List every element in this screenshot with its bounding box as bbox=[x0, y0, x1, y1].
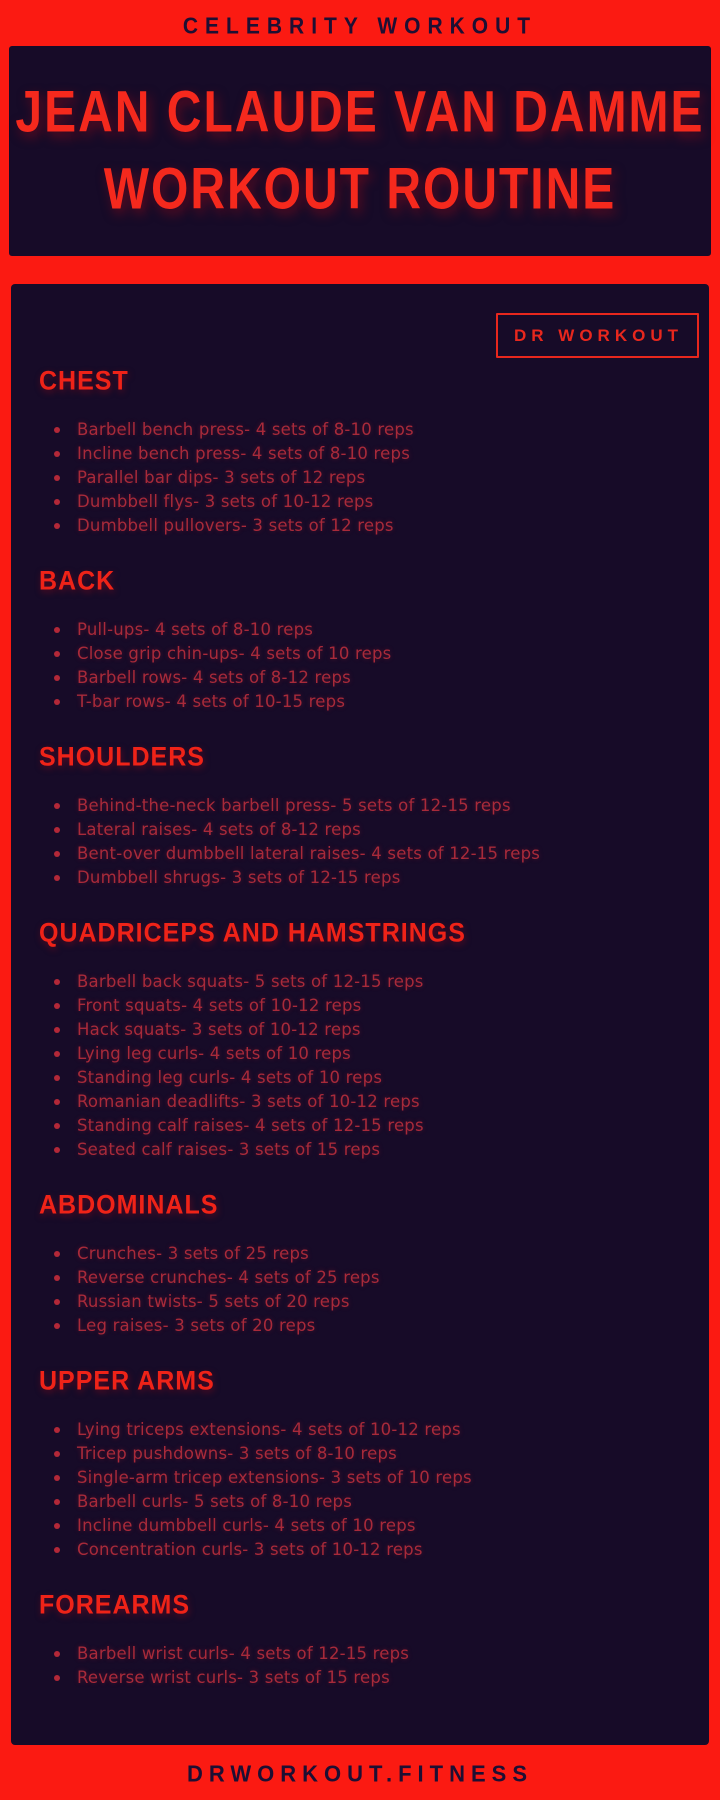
bullet-icon bbox=[54, 1547, 60, 1553]
exercise-text: Incline dumbbell curls- 4 sets of 10 reps bbox=[77, 1516, 416, 1535]
exercise-item bbox=[45, 1466, 699, 1490]
bullet-icon bbox=[54, 1027, 60, 1033]
exercise-item bbox=[45, 666, 699, 690]
exercise-text: Crunches- 3 sets of 25 reps bbox=[77, 1244, 309, 1263]
exercise-item bbox=[45, 1538, 699, 1562]
workout-section bbox=[39, 1366, 699, 1562]
exercise-list bbox=[45, 618, 699, 714]
exercise-item bbox=[45, 1514, 699, 1538]
section-heading: SHOULDERS bbox=[39, 741, 205, 773]
bullet-icon bbox=[54, 1003, 60, 1009]
exercise-text: Barbell rows- 4 sets of 8-12 reps bbox=[77, 668, 351, 687]
bullet-icon bbox=[54, 1051, 60, 1057]
exercise-item bbox=[45, 490, 699, 514]
exercise-text: Standing calf raises- 4 sets of 12-15 reps bbox=[77, 1116, 424, 1135]
exercise-item bbox=[45, 1418, 699, 1442]
exercise-item bbox=[45, 618, 699, 642]
exercise-item bbox=[45, 842, 699, 866]
exercise-text: Leg raises- 3 sets of 20 reps bbox=[77, 1316, 316, 1335]
exercise-text: Barbell curls- 5 sets of 8-10 reps bbox=[77, 1492, 353, 1511]
exercise-text: Seated calf raises- 3 sets of 15 reps bbox=[77, 1140, 381, 1159]
exercise-text: Barbell back squats- 5 sets of 12-15 reps bbox=[77, 972, 424, 991]
bullet-icon bbox=[54, 1475, 60, 1481]
exercise-item bbox=[45, 642, 699, 666]
exercise-text: Tricep pushdowns- 3 sets of 8-10 reps bbox=[77, 1444, 397, 1463]
exercise-text: Front squats- 4 sets of 10-12 reps bbox=[77, 996, 362, 1015]
exercise-list bbox=[45, 1642, 699, 1690]
exercise-text: Lying leg curls- 4 sets of 10 reps bbox=[77, 1044, 351, 1063]
workout-section bbox=[39, 918, 699, 1162]
badge-row bbox=[39, 313, 699, 358]
bullet-icon bbox=[54, 427, 60, 433]
bullet-icon bbox=[54, 979, 60, 985]
exercise-text: Barbell bench press- 4 sets of 8-10 reps bbox=[77, 420, 414, 439]
exercise-item bbox=[45, 970, 699, 994]
bullet-icon bbox=[54, 1251, 60, 1257]
section-heading: ABDOMINALS bbox=[39, 1189, 219, 1221]
workout-panel bbox=[11, 284, 709, 1745]
section-heading: FOREARMS bbox=[39, 1589, 191, 1621]
workout-section bbox=[39, 1590, 699, 1690]
bullet-icon bbox=[54, 1123, 60, 1129]
exercise-item bbox=[45, 1442, 699, 1466]
exercise-item bbox=[45, 994, 699, 1018]
bullet-icon bbox=[54, 1499, 60, 1505]
exercise-list bbox=[45, 970, 699, 1162]
bullet-icon bbox=[54, 651, 60, 657]
exercise-item bbox=[45, 1642, 699, 1666]
exercise-item bbox=[45, 1290, 699, 1314]
section-heading: CHEST bbox=[39, 365, 129, 397]
bullet-icon bbox=[54, 475, 60, 481]
exercise-text: Pull-ups- 4 sets of 8-10 reps bbox=[77, 620, 314, 639]
bullet-icon bbox=[54, 627, 60, 633]
exercise-text: Reverse crunches- 4 sets of 25 reps bbox=[77, 1268, 380, 1287]
exercise-text: Bent-over dumbbell lateral raises- 4 sets of 12-15 reps bbox=[77, 844, 541, 863]
bullet-icon bbox=[54, 1675, 60, 1681]
bullet-icon bbox=[54, 1323, 60, 1329]
bullet-icon bbox=[54, 1651, 60, 1657]
exercise-item bbox=[45, 1090, 699, 1114]
exercise-list bbox=[45, 418, 699, 538]
exercise-text: Parallel bar dips- 3 sets of 12 reps bbox=[77, 468, 366, 487]
title-box bbox=[9, 46, 711, 256]
exercise-text: Dumbbell flys- 3 sets of 10-12 reps bbox=[77, 492, 374, 511]
bullet-icon bbox=[54, 1275, 60, 1281]
exercise-item bbox=[45, 866, 699, 890]
exercise-item bbox=[45, 1666, 699, 1690]
exercise-text: Concentration curls- 3 sets of 10-12 reps bbox=[77, 1540, 423, 1559]
exercise-item bbox=[45, 794, 699, 818]
exercise-text: Incline bench press- 4 sets of 8-10 reps bbox=[77, 444, 410, 463]
exercise-text: Dumbbell shrugs- 3 sets of 12-15 reps bbox=[77, 868, 401, 887]
exercise-item bbox=[45, 690, 699, 714]
exercise-text: T-bar rows- 4 sets of 10-15 reps bbox=[77, 692, 346, 711]
page-title-line-1: JEAN CLAUDE VAN DAMME bbox=[15, 80, 705, 145]
exercise-text: Barbell wrist curls- 4 sets of 12-15 reps bbox=[77, 1644, 410, 1663]
bullet-icon bbox=[54, 1099, 60, 1105]
bullet-icon bbox=[54, 875, 60, 881]
bullet-icon bbox=[54, 827, 60, 833]
exercise-item bbox=[45, 1138, 699, 1162]
exercise-text: Single-arm tricep extensions- 3 sets of 10 reps bbox=[77, 1468, 472, 1487]
exercise-list bbox=[45, 794, 699, 890]
bullet-icon bbox=[54, 523, 60, 529]
bullet-icon bbox=[54, 1147, 60, 1153]
page-title-line-2: WORKOUT ROUTINE bbox=[103, 157, 617, 222]
exercise-text: Lateral raises- 4 sets of 8-12 reps bbox=[77, 820, 361, 839]
bullet-icon bbox=[54, 1075, 60, 1081]
exercise-text: Reverse wrist curls- 3 sets of 15 reps bbox=[77, 1668, 390, 1687]
exercise-item bbox=[45, 1490, 699, 1514]
sections-container bbox=[39, 366, 699, 1690]
bullet-icon bbox=[54, 699, 60, 705]
exercise-item bbox=[45, 1242, 699, 1266]
bullet-icon bbox=[54, 499, 60, 505]
bullet-icon bbox=[54, 851, 60, 857]
footer-band bbox=[0, 1747, 720, 1800]
exercise-item bbox=[45, 1018, 699, 1042]
workout-section bbox=[39, 1190, 699, 1338]
bullet-icon bbox=[54, 451, 60, 457]
top-banner-label: CELEBRITY WORKOUT bbox=[182, 14, 538, 39]
exercise-text: Close grip chin-ups- 4 sets of 10 reps bbox=[77, 644, 392, 663]
workout-section bbox=[39, 742, 699, 890]
bullet-icon bbox=[54, 1451, 60, 1457]
exercise-text: Dumbbell pullovers- 3 sets of 12 reps bbox=[77, 516, 394, 535]
exercise-text: Lying triceps extensions- 4 sets of 10-12 reps bbox=[77, 1420, 461, 1439]
section-heading: UPPER ARMS bbox=[39, 1365, 215, 1397]
footer-label: DRWORKOUT.FITNESS bbox=[186, 1759, 534, 1787]
section-heading: QUADRICEPS AND HAMSTRINGS bbox=[39, 917, 466, 949]
bullet-icon bbox=[54, 1523, 60, 1529]
exercise-item bbox=[45, 1042, 699, 1066]
bullet-icon bbox=[54, 1299, 60, 1305]
exercise-item bbox=[45, 818, 699, 842]
exercise-text: Hack squats- 3 sets of 10-12 reps bbox=[77, 1020, 361, 1039]
dr-workout-badge: DR WORKOUT bbox=[496, 313, 699, 358]
workout-section bbox=[39, 366, 699, 538]
workout-section bbox=[39, 566, 699, 714]
exercise-item bbox=[45, 1114, 699, 1138]
exercise-item bbox=[45, 418, 699, 442]
exercise-item bbox=[45, 1314, 699, 1338]
exercise-item bbox=[45, 514, 699, 538]
exercise-item bbox=[45, 1066, 699, 1090]
section-heading: BACK bbox=[39, 565, 116, 597]
exercise-item bbox=[45, 442, 699, 466]
exercise-text: Behind-the-neck barbell press- 5 sets of 12-15 reps bbox=[77, 796, 511, 815]
bullet-icon bbox=[54, 675, 60, 681]
exercise-list bbox=[45, 1242, 699, 1338]
exercise-text: Romanian deadlifts- 3 sets of 10-12 reps bbox=[77, 1092, 420, 1111]
top-banner bbox=[0, 0, 720, 46]
bullet-icon bbox=[54, 803, 60, 809]
exercise-text: Russian twists- 5 sets of 20 reps bbox=[77, 1292, 350, 1311]
exercise-list bbox=[45, 1418, 699, 1562]
exercise-item bbox=[45, 466, 699, 490]
bullet-icon bbox=[54, 1427, 60, 1433]
exercise-text: Standing leg curls- 4 sets of 10 reps bbox=[77, 1068, 383, 1087]
exercise-item bbox=[45, 1266, 699, 1290]
